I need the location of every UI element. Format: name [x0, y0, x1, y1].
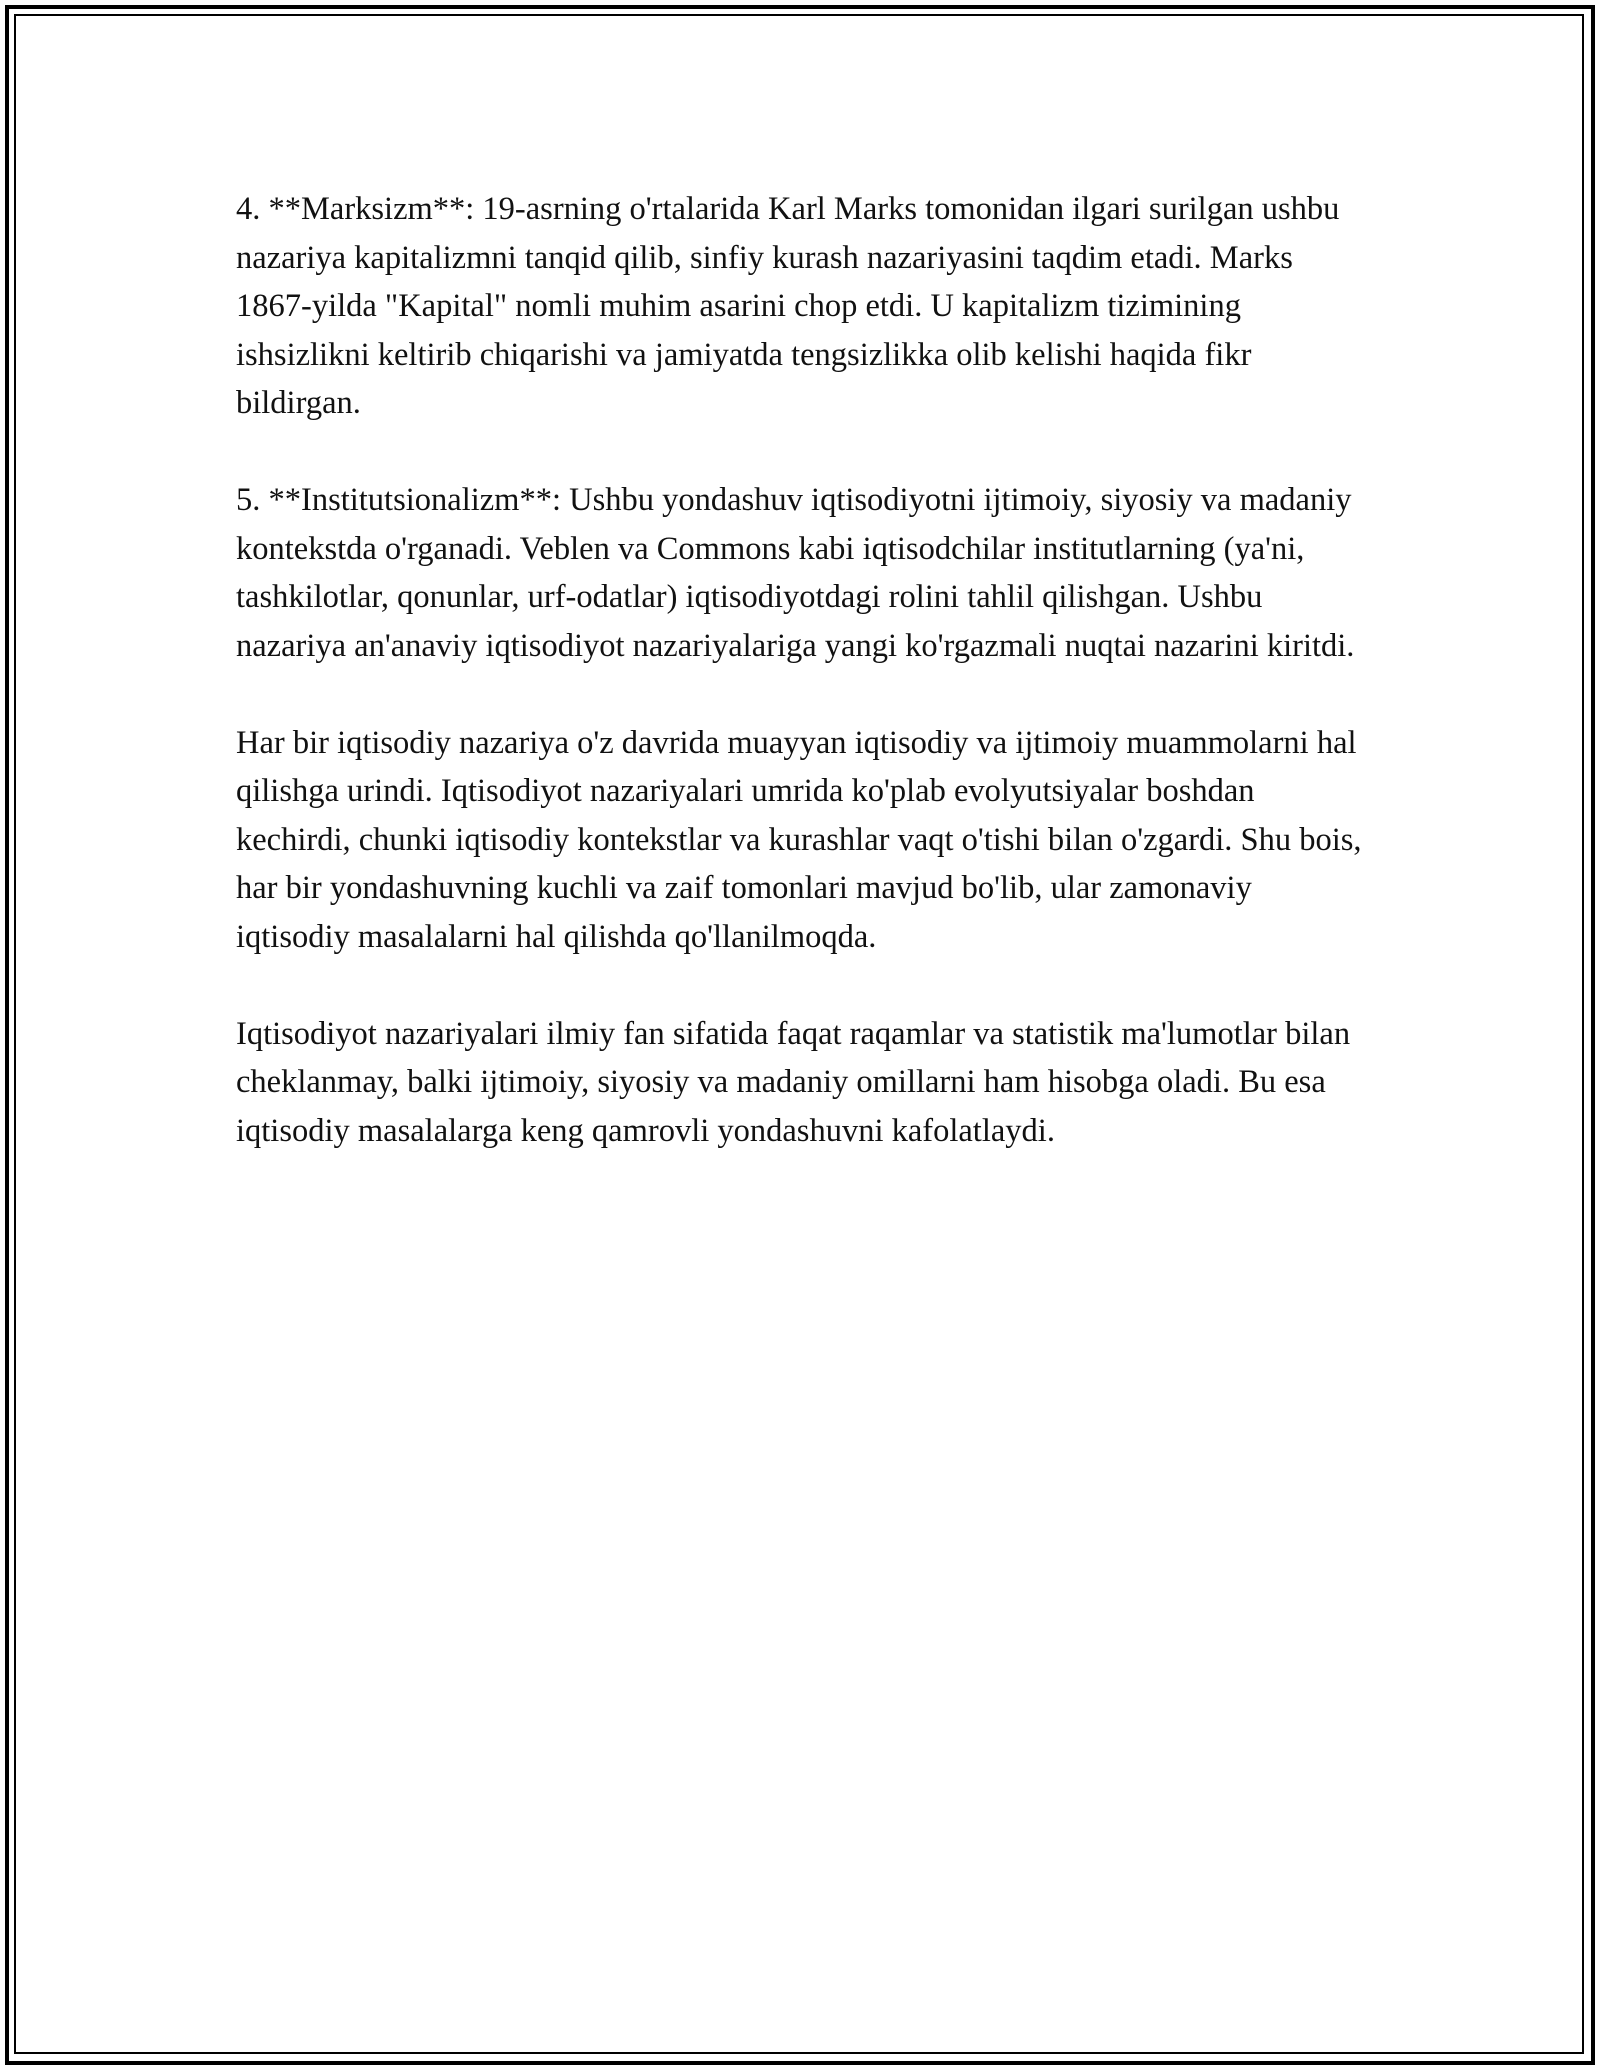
paragraph-institutsionalizm: 5. **Institutsionalizm**: Ushbu yondashuv iqtisodiyotni ijtimoiy, siyosiy va madaniy kontekstda o'rganadi. Veblen va Commons kabi iqtisodchilar institutlarning (ya'ni, tashkilotlar, qonunlar, urf-odatlar) iqtisodiyotdagi rolini tahlil qilishgan. Ushbu nazariya an'anaviy iqtisodiyot nazariyalariga yangi ko'rgazmali nuqtai nazarini kiritdi.: [236, 482, 1355, 664]
paragraph-summary: Har bir iqtisodiy nazariya o'z davrida muayyan iqtisodiy va ijtimoiy muammolarni hal qilishga urindi. Iqtisodiyot nazariyalari umrida ko'plab evolyutsiyalar boshdan kechirdi, chunki iqtisodiy kontekstlar va kurashlar vaqt o'tishi bilan o'zgardi. Shu bois, har bir yondashuvning kuchli va zaif tomonlari mavjud bo'lib, ular zamonaviy iqtisodiy masalalarni hal qilishda qo'llanilmoqda.: [236, 724, 1362, 955]
paragraph-conclusion: Iqtisodiyot nazariyalari ilmiy fan sifatida faqat raqamlar va statistik ma'lumotlar bilan cheklanmay, balki ijtimoiy, siyosiy va madaniy omillarni ham hisobga oladi. Bu esa iqtisodiy masalalarga keng qamrovli yondashuvni kafolatlaydi.: [236, 1015, 1351, 1149]
document-body: [236, 185, 1371, 1204]
paragraph-marksizm: 4. **Marksizm**: 19-asrning o'rtalarida Karl Marks tomonidan ilgari surilgan ushbu nazariya kapitalizmni tanqid qilib, sinfiy kurash nazariyasini taqdim etadi. Marks 1867-yilda "Kapital" nomli muhim asarini chop etdi. U kapitalizm tizimining ishsizlikni keltirib chiqarishi va jamiyatda tengsizlikka olib kelishi haqida fikr bildirgan.: [236, 191, 1340, 421]
